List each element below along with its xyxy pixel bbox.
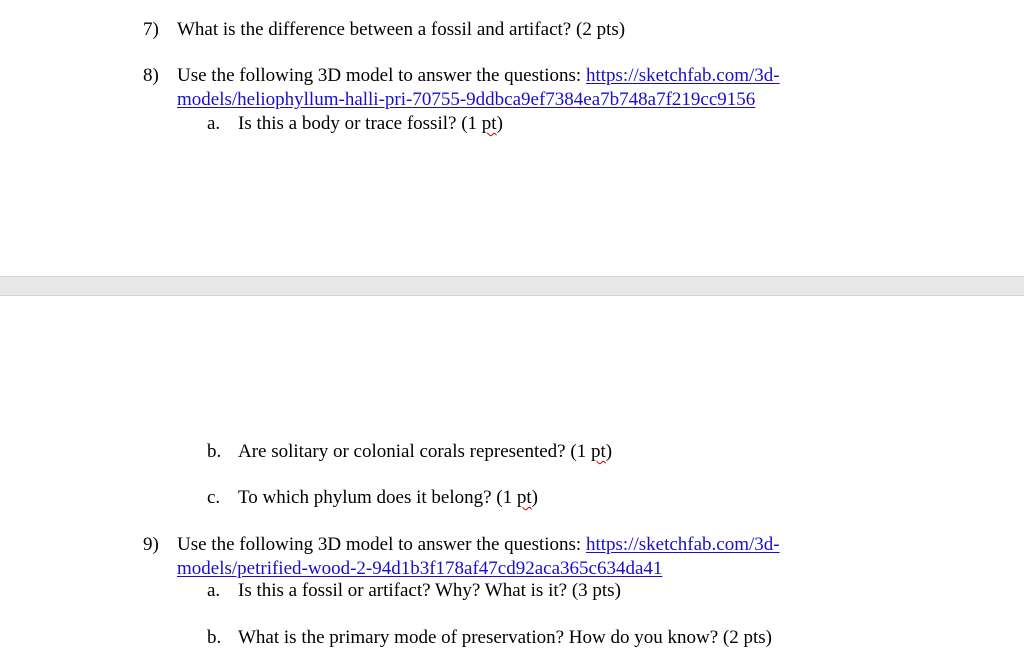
subquestion-text-end: ) xyxy=(605,441,613,462)
question-number: 8) xyxy=(143,65,159,86)
spellcheck-word: pt xyxy=(481,113,497,134)
spellcheck-word: pt xyxy=(590,441,606,462)
page-break xyxy=(0,276,1024,296)
subquestion-text-end: ) xyxy=(496,113,503,134)
subquestion-label: b. xyxy=(207,441,222,462)
spellcheck-word: pt xyxy=(516,487,532,508)
subquestion-text: Is this a body or trace fossil? (1 xyxy=(238,113,482,134)
subquestion-label: a. xyxy=(207,113,221,134)
question-text: Use the following 3D model to answer the questions: xyxy=(177,65,586,86)
question-text: What is the difference between a fossil and artifact? (2 pts) xyxy=(177,19,626,40)
subquestion-label: a. xyxy=(207,580,221,601)
model-link-part-1[interactable]: https://sketchfab.com/3d- xyxy=(585,534,780,555)
subquestion-text: Are solitary or colonial corals represented? (1 xyxy=(238,441,591,462)
subquestion-text-end: ) xyxy=(531,487,538,508)
subquestion-text: Is this a fossil or artifact? Why? What is it? (3 pts) xyxy=(238,580,621,601)
subquestion-label: b. xyxy=(207,627,222,648)
question-number: 7) xyxy=(143,19,159,40)
model-link-part-2[interactable]: models/petrified-wood-2-94d1b3f178af47cd92aca365c634da41 xyxy=(177,558,663,579)
question-text: Use the following 3D model to answer the questions: xyxy=(177,534,586,555)
document-page-2 xyxy=(0,296,1024,665)
question-number: 9) xyxy=(143,534,159,555)
subquestion-label: c. xyxy=(207,487,221,508)
subquestion-text: To which phylum does it belong? (1 xyxy=(238,487,517,508)
document-page-1 xyxy=(0,0,1024,276)
subquestion-text: What is the primary mode of preservation? How do you know? (2 pts) xyxy=(238,627,772,648)
model-link-part-1[interactable]: https://sketchfab.com/3d- xyxy=(585,65,780,86)
model-link-part-2[interactable]: models/heliophyllum-halli-pri-70755-9ddbca9ef7384ea7b748a7f219cc9156 xyxy=(177,89,756,110)
